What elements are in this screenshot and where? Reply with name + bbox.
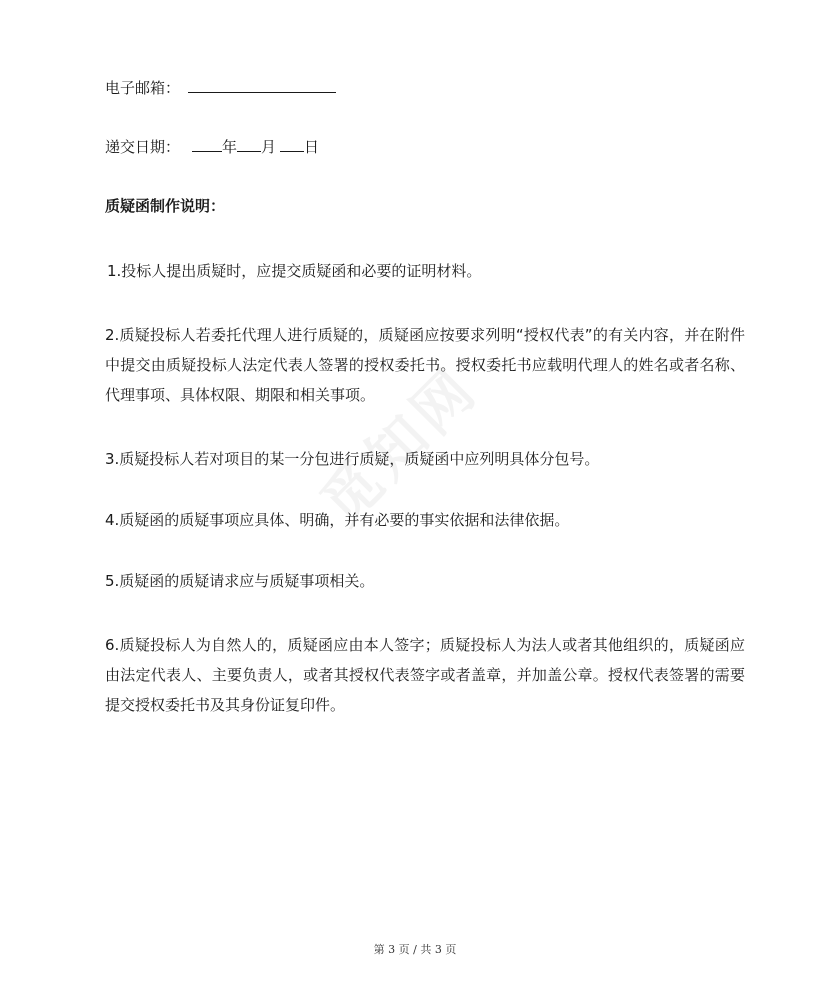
- page-number-footer: 第 3 页 / 共 3 页: [373, 943, 457, 956]
- instruction-item-6: 6.质疑投标人为自然人的，质疑函应由本人签字；质疑投标人为法人或者其他组织的，质疑函应由法定代表人、主要负责人，或者其授权代表签字或者盖章，并加盖公章。授权代表签署的需要提交授权委托书及其身份证复印件。: [105, 636, 745, 714]
- email-blank: [188, 76, 336, 93]
- instructions-heading: 质疑函制作说明：: [105, 197, 226, 215]
- year-blank: [192, 135, 222, 152]
- email-label: 电子邮箱：: [105, 79, 181, 97]
- instruction-item-2: 2.质疑投标人若委托代理人进行质疑的，质疑函应按要求列明“授权代表”的有关内容，并在附件中提交由质疑投标人法定代表人签署的授权委托书。授权委托书应载明代理人的姓名或者名称、代理事项、具体权限、期限和相关事项。: [105, 326, 745, 404]
- month-blank: [237, 135, 261, 152]
- year-label: 年: [222, 138, 238, 156]
- instruction-item-3: 3.质疑投标人若对项目的某一分包进行质疑，质疑函中应列明具体分包号。: [105, 450, 600, 468]
- email-row: [105, 76, 336, 98]
- day-blank: [280, 135, 304, 152]
- submit-date-row: [105, 135, 319, 157]
- submit-date-label: 递交日期：: [105, 138, 181, 156]
- instruction-item-1: 1.投标人提出质疑时，应提交质疑函和必要的证明材料。: [107, 262, 482, 280]
- day-label: 日: [304, 138, 320, 156]
- month-label: 月: [261, 138, 277, 156]
- instruction-item-5: 5.质疑函的质疑请求应与质疑事项相关。: [105, 572, 375, 590]
- instruction-item-4: 4.质疑函的质疑事项应具体、明确，并有必要的事实依据和法律依据。: [105, 511, 570, 529]
